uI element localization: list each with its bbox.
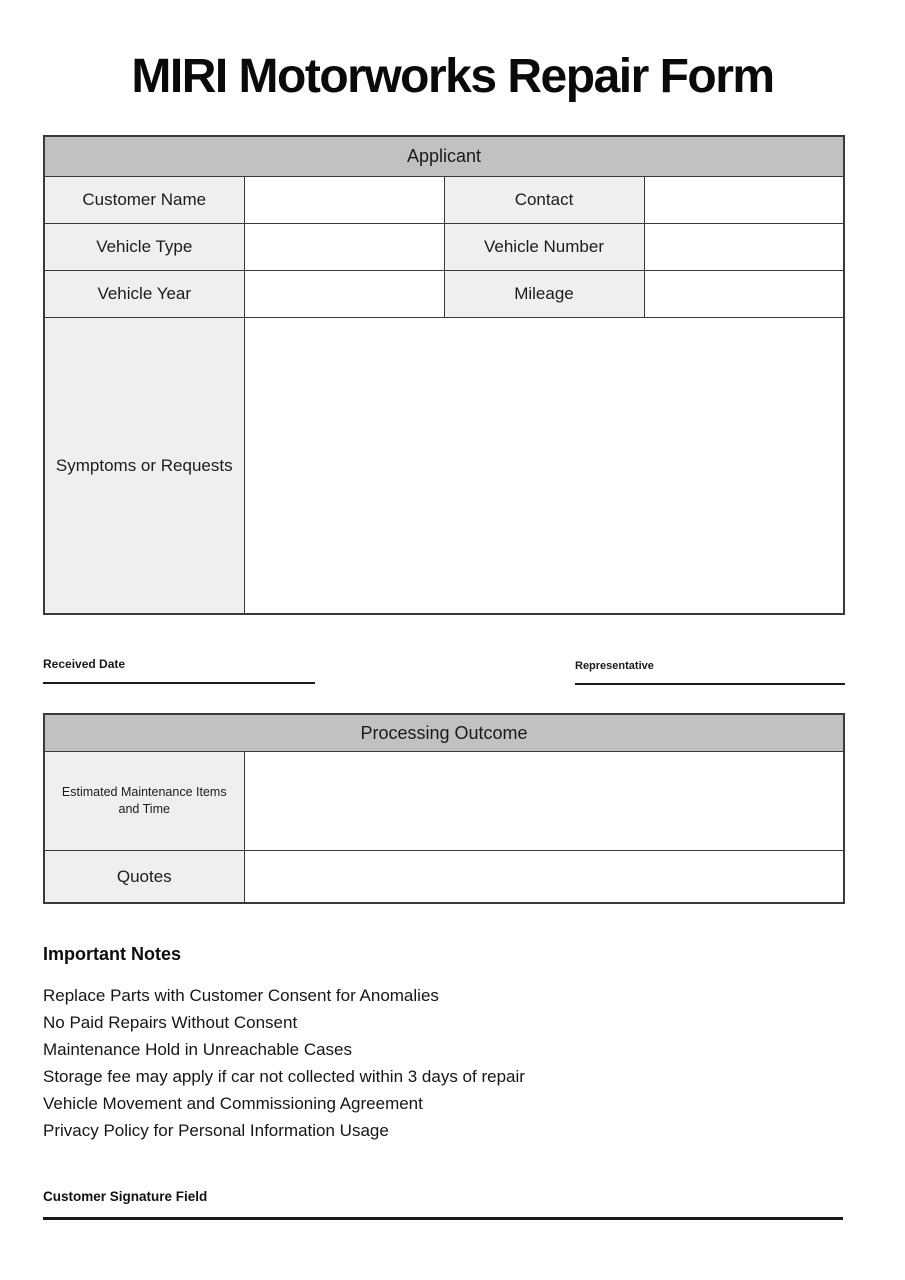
estimated-maintenance-field[interactable] bbox=[244, 751, 844, 850]
customer-signature-section bbox=[43, 1189, 843, 1220]
vehicle-year-label: Vehicle Year bbox=[44, 270, 244, 317]
symptoms-field[interactable] bbox=[244, 317, 844, 614]
estimated-maintenance-label: Estimated Maintenance Items and Time bbox=[44, 751, 244, 850]
mileage-field[interactable] bbox=[644, 270, 844, 317]
table-row bbox=[44, 223, 844, 270]
vehicle-number-field[interactable] bbox=[644, 223, 844, 270]
contact-label: Contact bbox=[444, 176, 644, 223]
customer-signature-line[interactable] bbox=[43, 1217, 843, 1220]
table-row bbox=[44, 270, 844, 317]
received-date-label: Received Date bbox=[43, 657, 126, 672]
important-notes-heading: Important Notes bbox=[43, 944, 182, 965]
quotes-label: Quotes bbox=[44, 850, 244, 903]
customer-signature-label: Customer Signature Field bbox=[43, 1189, 208, 1205]
symptoms-label: Symptoms or Requests bbox=[44, 317, 244, 614]
page-title: MIRI Motorworks Repair Form bbox=[131, 50, 774, 103]
note-item: Maintenance Hold in Unreachable Cases bbox=[43, 1040, 353, 1060]
quotes-field[interactable] bbox=[244, 850, 844, 903]
representative-block bbox=[575, 657, 845, 685]
vehicle-type-label: Vehicle Type bbox=[44, 223, 244, 270]
received-date-block bbox=[43, 657, 315, 685]
vehicle-year-field[interactable] bbox=[244, 270, 444, 317]
vehicle-type-field[interactable] bbox=[244, 223, 444, 270]
table-row bbox=[44, 176, 844, 223]
contact-field[interactable] bbox=[644, 176, 844, 223]
notes-list bbox=[43, 982, 843, 1144]
applicant-section-header: Applicant bbox=[44, 136, 844, 176]
note-item: Vehicle Movement and Commissioning Agreement bbox=[43, 1094, 423, 1114]
form-content bbox=[43, 135, 843, 1220]
date-representative-row bbox=[43, 657, 845, 685]
received-date-line[interactable] bbox=[43, 682, 315, 684]
note-item: Replace Parts with Customer Consent for Anomalies bbox=[43, 986, 439, 1006]
customer-name-label: Customer Name bbox=[44, 176, 244, 223]
note-item: Storage fee may apply if car not collected within 3 days of repair bbox=[43, 1067, 525, 1087]
note-item: Privacy Policy for Personal Information Usage bbox=[43, 1121, 389, 1141]
applicant-table bbox=[43, 135, 845, 615]
vehicle-number-label: Vehicle Number bbox=[444, 223, 644, 270]
important-notes-section bbox=[43, 944, 843, 1144]
representative-line[interactable] bbox=[575, 683, 845, 685]
mileage-label: Mileage bbox=[444, 270, 644, 317]
table-row bbox=[44, 317, 844, 614]
note-item: No Paid Repairs Without Consent bbox=[43, 1013, 298, 1033]
representative-label: Representative bbox=[575, 660, 654, 673]
customer-name-field[interactable] bbox=[244, 176, 444, 223]
table-row bbox=[44, 751, 844, 850]
processing-outcome-header: Processing Outcome bbox=[44, 714, 844, 751]
processing-outcome-table bbox=[43, 713, 845, 904]
table-row bbox=[44, 850, 844, 903]
